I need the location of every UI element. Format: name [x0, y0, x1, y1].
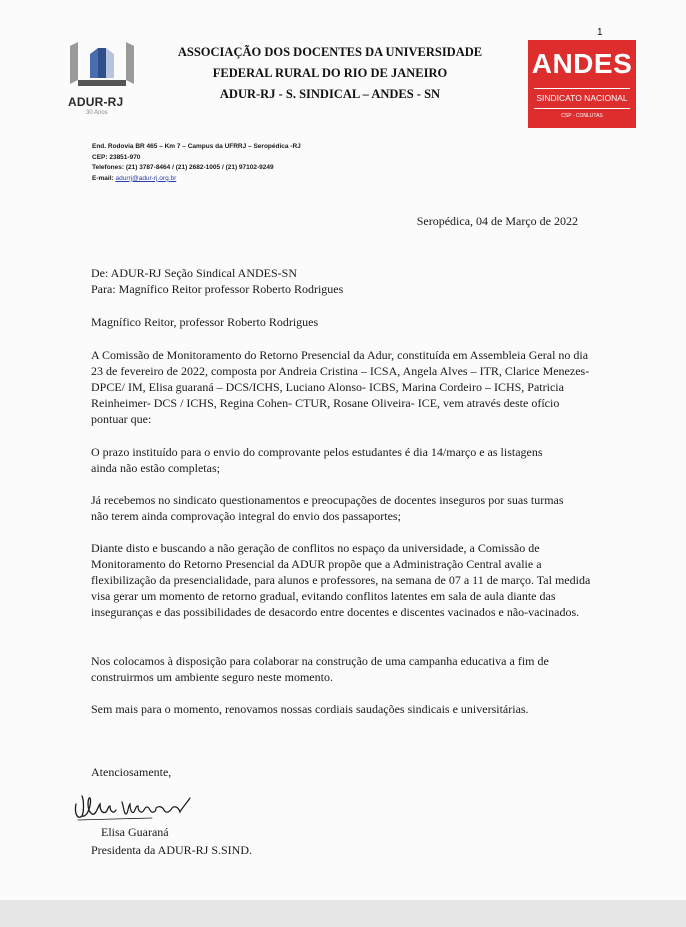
bottom-margin [0, 900, 686, 927]
letter-paragraph: Sem mais para o momento, renovamos nossas cordiais saudações sindicais e universitárias. [91, 702, 529, 716]
letter-addressing [91, 265, 591, 297]
letterhead-line-2: FEDERAL RURAL DO RIO DE JANEIRO [212, 66, 448, 80]
letter-paragraph: Já recebemos no sindicato questionamentos e preocupações de docentes inseguros por suas turmas não terem ainda comprovação integral do envio dos passaportes; [91, 493, 564, 523]
andes-logo-divider [534, 88, 630, 89]
contact-email-label: E-mail: [92, 174, 116, 182]
adur-logo-sub: 30 Anos [86, 110, 108, 116]
letter-paragraph: O prazo instituído para o envio do comprovante pelos estudantes é dia 14/março e as listagens ainda não estão completas; [91, 445, 543, 475]
contact-block [92, 142, 412, 184]
letter-paragraph: A Comissão de Monitoramento do Retorno Presencial da Adur, constituída em Assembleia Geral no dia 23 de fevereiro de 2022, composta por Andreia Cristina – ICSA, Angela Alves – ITR, Clarice Menezes- DPCE/ IM, Elisa guaraná – DCS/ICHS, Luciano Alonso- ICBS, Marina Cordeiro – ICHS, Patricia Reinheimer- DCS / ICHS, Regina Cohen- CTUR, Rosane Oliveira- ICE, vem através deste ofício pontuar que: [91, 348, 590, 426]
letter-salutation: Magnífico Reitor, professor Roberto Rodrigues [91, 315, 319, 329]
letterhead-line-3: ADUR-RJ - S. SINDICAL – ANDES - SN [219, 87, 441, 101]
andes-logo-subtitle: SINDICATO NACIONAL [536, 93, 628, 103]
adur-logo [64, 40, 140, 122]
letterhead-line-1: ASSOCIAÇÃO DOS DOCENTES DA UNIVERSIDADE [177, 45, 483, 59]
contact-email-link[interactable]: adurrj@adur-rj.org.br [115, 174, 177, 182]
letter-date: Seropédica, 04 de Março de 2022 [416, 214, 578, 228]
page-number: 1 [597, 27, 603, 38]
letter-signer [91, 823, 591, 859]
andes-logo [528, 40, 636, 128]
letter-from: De: ADUR-RJ Seção Sindical ANDES-SN [91, 266, 297, 280]
contact-phones: Telefones: (21) 3787-8464 / (21) 2682-1005 / (21) 97102-9249 [92, 164, 274, 172]
andes-logo-divider [534, 108, 630, 109]
adur-logo-label: ADUR-RJ [68, 95, 124, 109]
letterhead-title [150, 42, 510, 105]
letter-paragraph: Diante disto e buscando a não geração de conflitos no espaço da universidade, a Comissão de Monitoramento do Retorno Presencial da ADUR propõe que a Administração Central avalie a flexibilização da presencialidade, para alunos e professores, na semana de 07 a 11 de março. Tal medida visa gerar um momento de retorno gradual, evitando conflitos latentes em sala de aula diante das inseguranças e das possibilidades de desacordo entre docentes e discentes vacinados e não-vacinados. [91, 541, 591, 619]
signer-title: Presidenta da ADUR-RJ S.SIND. [91, 843, 252, 857]
letter-closing: Atenciosamente, [91, 765, 172, 779]
contact-address: End. Rodovia BR 465 – Km 7 – Campus da UFRRJ – Seropédica -RJ [92, 143, 301, 150]
andes-logo-title: ANDES [531, 48, 633, 79]
signer-name: Elisa Guaraná [101, 825, 169, 839]
adur-logo-mark [64, 40, 140, 98]
contact-cep: CEP: 23851-970 [92, 153, 141, 161]
handwritten-signature [70, 792, 210, 826]
contact-email-line [92, 174, 412, 185]
letter-to: Para: Magnífico Reitor professor Roberto Rodrigues [91, 282, 344, 296]
andes-logo-small: CSP - CONLUTAS [561, 113, 603, 119]
letter-paragraph: Nos colocamos à disposição para colaborar na construção de uma campanha educativa a fim de construirmos um ambiente seguro neste momento. [91, 654, 549, 684]
